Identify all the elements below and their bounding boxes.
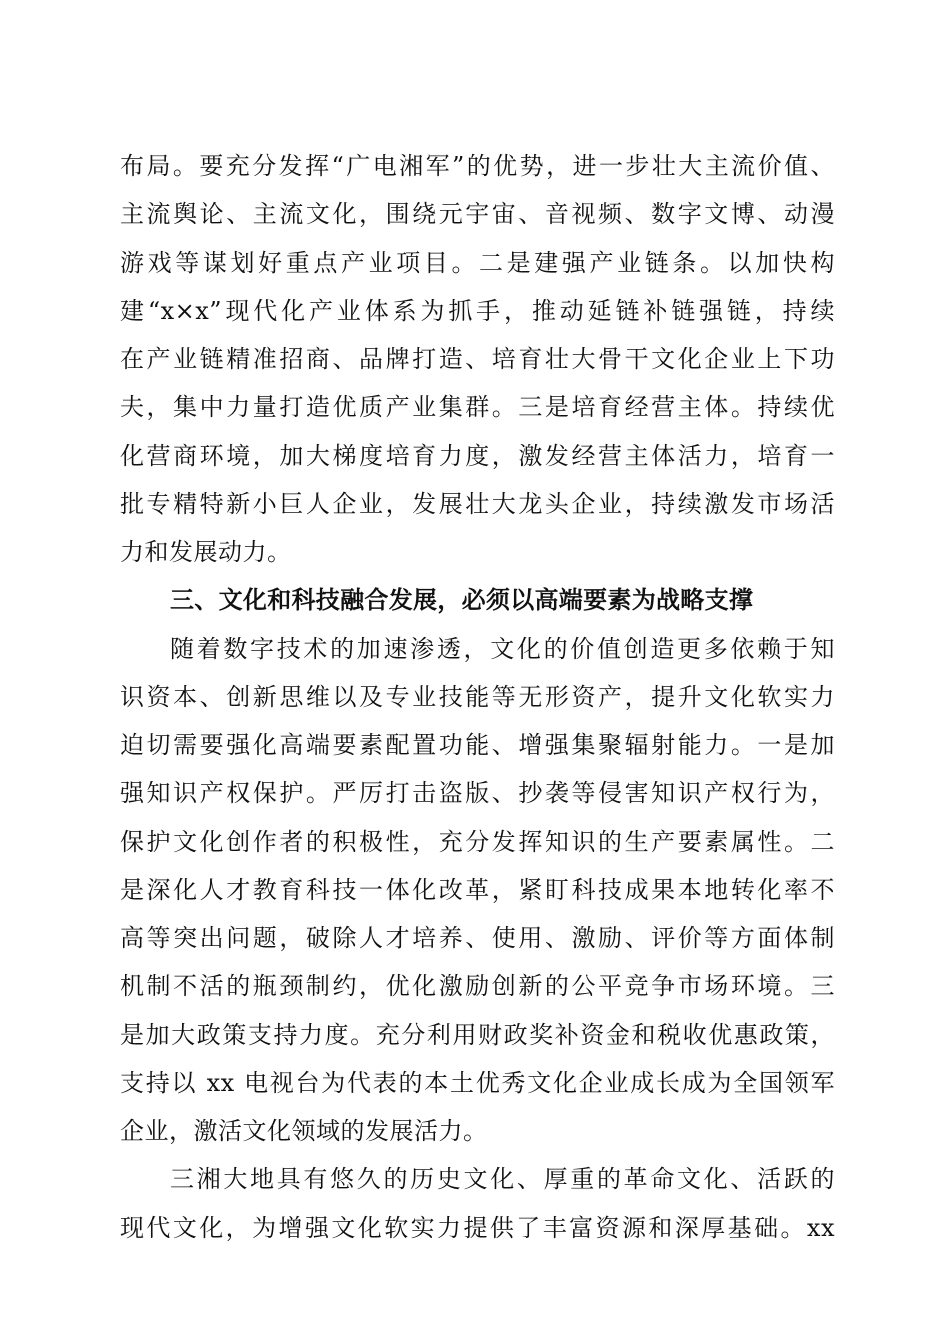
text-line: 强知识产权保护。严厉打击盗版、抄袭等侵害知识产权行为， bbox=[120, 779, 835, 808]
section-heading-3: 三、文化和科技融合发展，必须以高端要素为战略支撑 bbox=[170, 586, 754, 615]
text-line: 是深化人才教育科技一体化改革，紧盯科技成果本地转化率不 bbox=[120, 875, 835, 904]
text-line: 支持以 xx 电视台为代表的本土优秀文化企业成长成为全国领军 bbox=[120, 1068, 835, 1097]
text-line: 识资本、创新思维以及专业技能等无形资产，提升文化软实力 bbox=[120, 682, 835, 711]
text-line: 夫，集中力量打造优质产业集群。三是培育经营主体。持续优 bbox=[120, 393, 835, 422]
text-line: 高等突出问题，破除人才培养、使用、激励、评价等方面体制 bbox=[120, 924, 835, 952]
text-line: 批专精特新小巨人企业，发展壮大龙头企业，持续激发市场活 bbox=[120, 489, 835, 518]
text-line: 是加大政策支持力度。充分利用财政奖补资金和税收优惠政策， bbox=[120, 1020, 835, 1049]
text-line: 建“x×x”现代化产业体系为抓手，推动延链补链强链，持续 bbox=[120, 296, 835, 325]
text-line: 主流舆论、主流文化，围绕元宇宙、音视频、数字文博、动漫 bbox=[120, 200, 835, 229]
text-line: 随着数字技术的加速渗透，文化的价值创造更多依赖于知 bbox=[170, 634, 835, 663]
text-line: 在产业链精准招商、品牌打造、培育壮大骨干文化企业上下功 bbox=[120, 345, 835, 373]
text-line: 迫切需要强化高端要素配置功能、增强集聚辐射能力。一是加 bbox=[120, 731, 835, 759]
text-line: 游戏等谋划好重点产业项目。二是建强产业链条。以加快构 bbox=[120, 248, 835, 277]
text-line: 企业，激活文化领域的发展活力。 bbox=[120, 1117, 488, 1145]
text-line: 保护文化创作者的积极性，充分发挥知识的生产要素属性。二 bbox=[120, 827, 835, 856]
document-body bbox=[120, 142, 835, 1252]
text-line: 布局。要充分发挥“广电湘军”的优势，进一步壮大主流价值、 bbox=[120, 152, 835, 180]
text-line: 化营商环境，加大梯度培育力度，激发经营主体活力，培育一 bbox=[120, 441, 835, 470]
text-line: 现代文化，为增强文化软实力提供了丰富资源和深厚基础。xx bbox=[120, 1213, 835, 1242]
text-line: 力和发展动力。 bbox=[120, 538, 292, 566]
text-line: 三湘大地具有悠久的历史文化、厚重的革命文化、活跃的 bbox=[170, 1165, 835, 1194]
paragraph-sanxiang-culture bbox=[120, 1155, 835, 1252]
text-line: 机制不活的瓶颈制约，优化激励创新的公平竞争市场环境。三 bbox=[120, 972, 835, 1001]
paragraph-high-end-elements bbox=[120, 625, 835, 1156]
paragraph-industry-layout bbox=[120, 142, 835, 576]
